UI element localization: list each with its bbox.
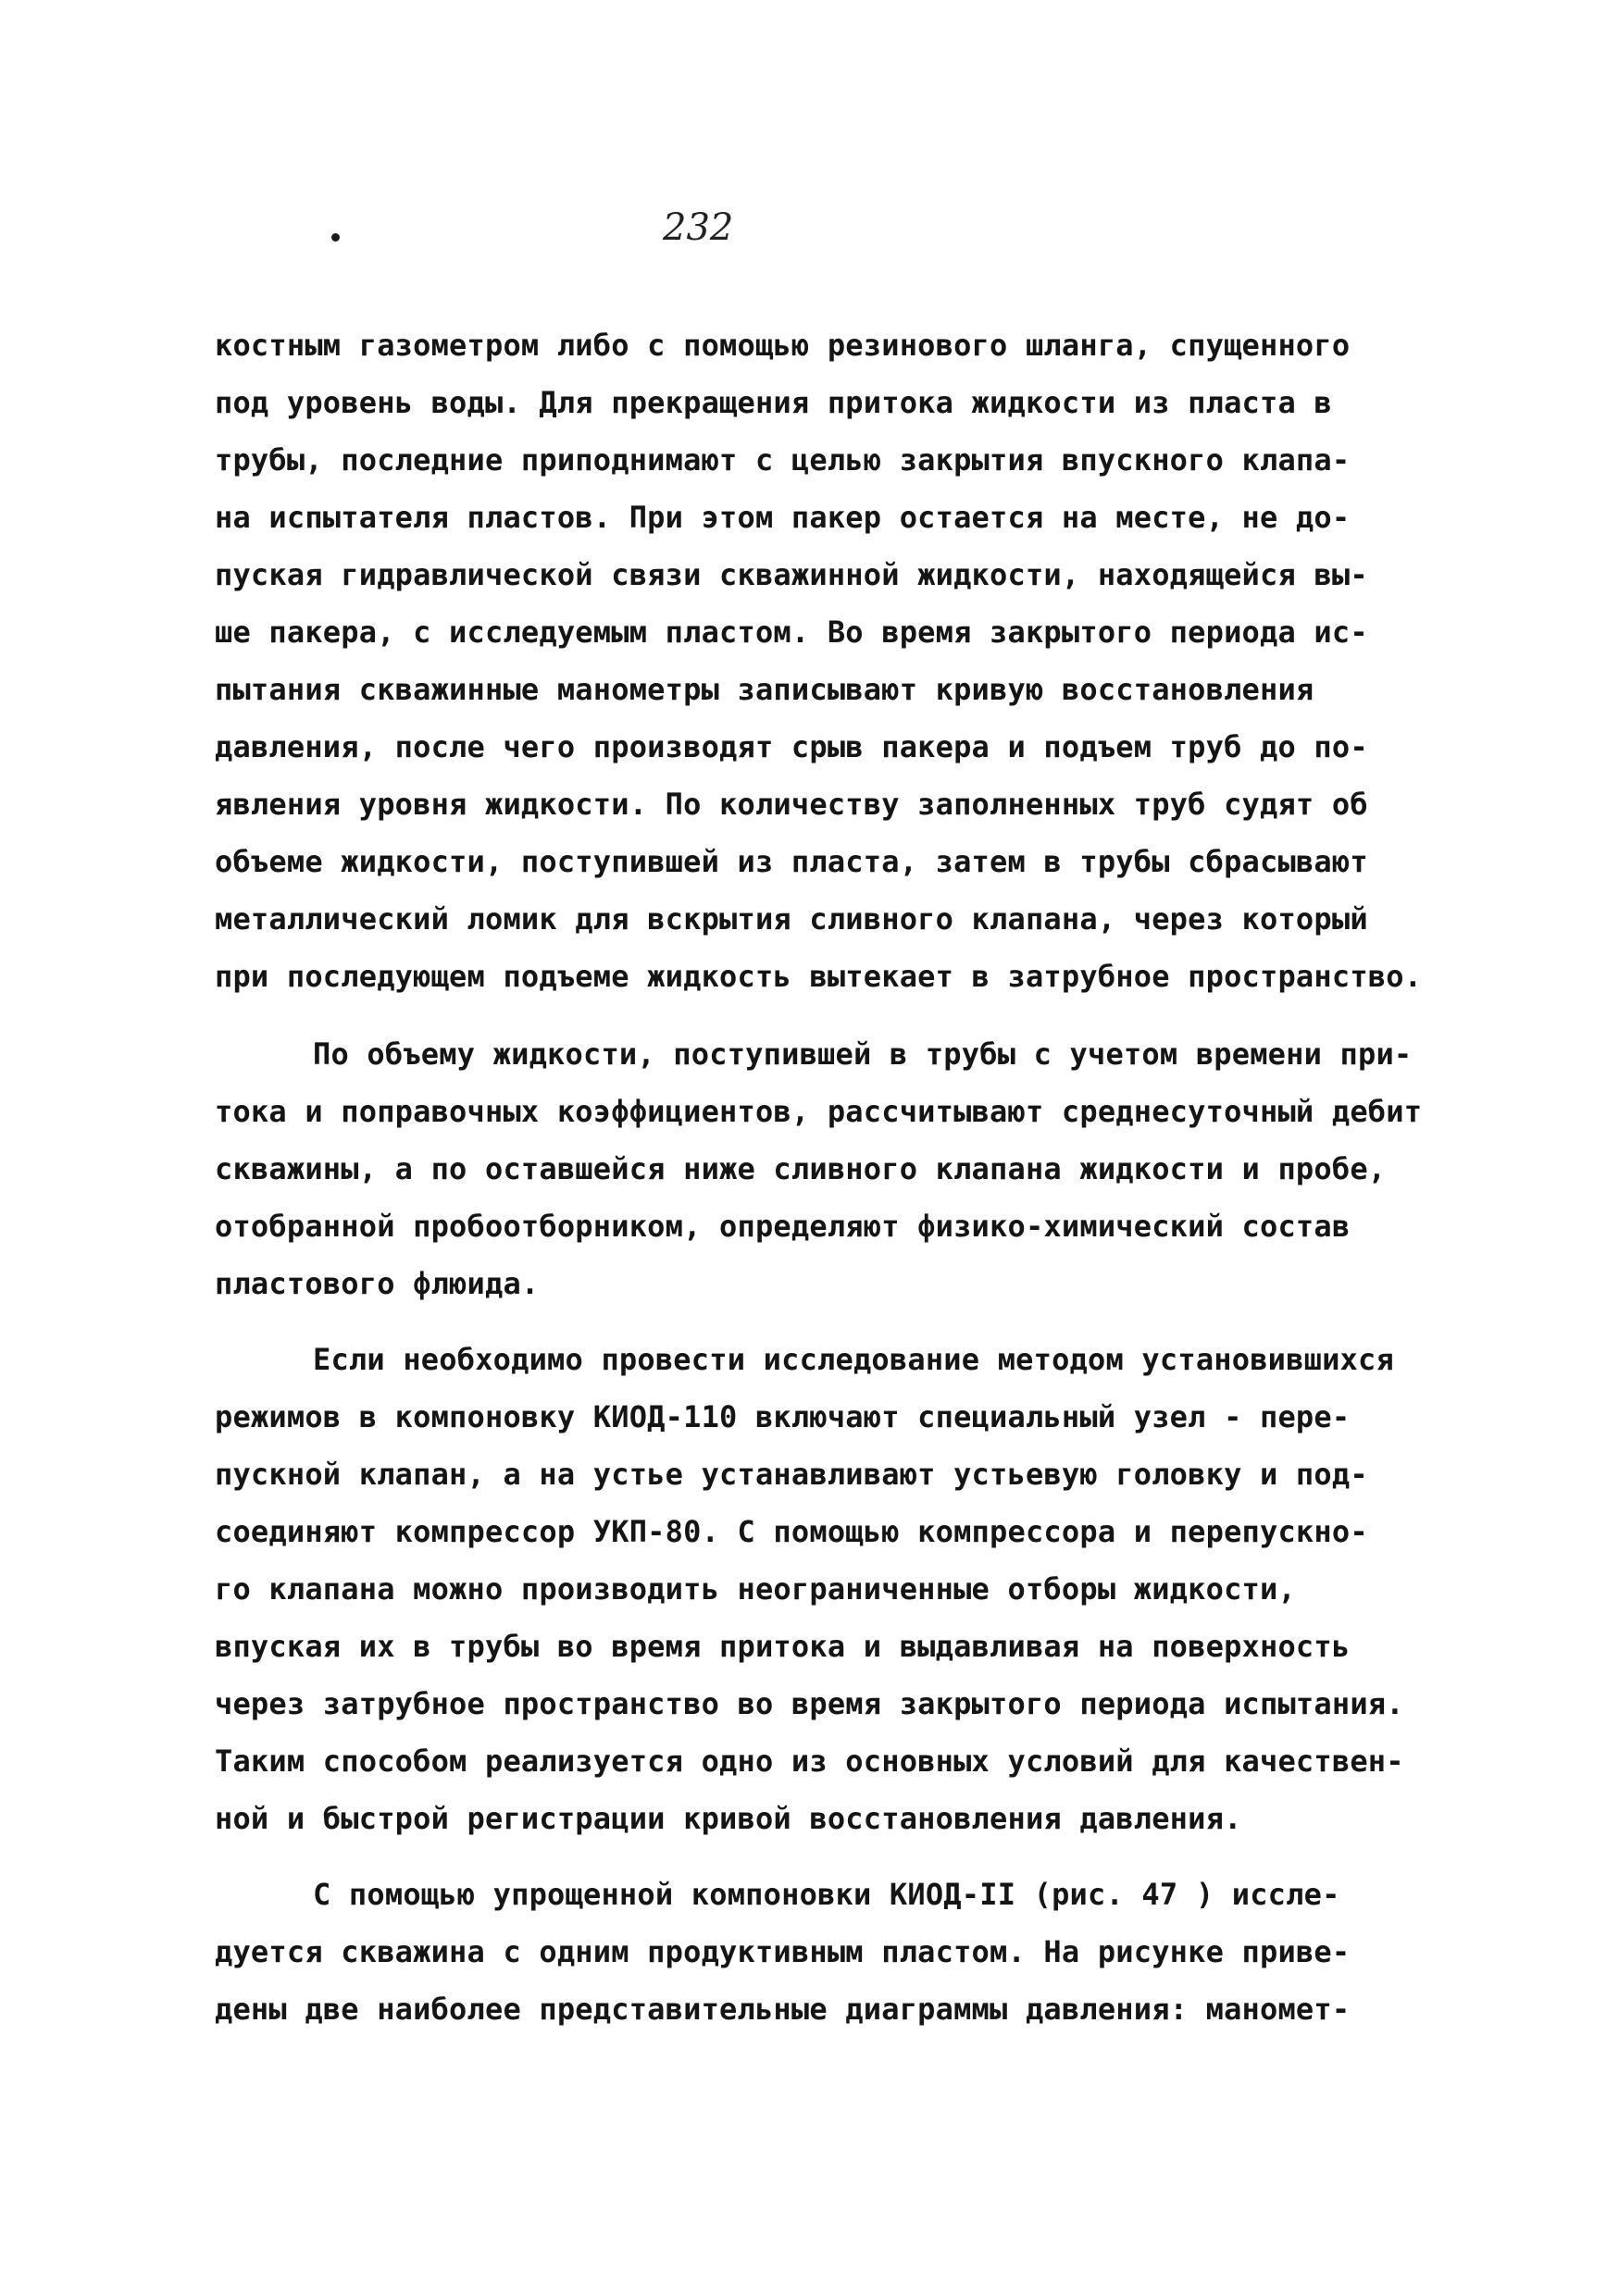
text-line: По объему жидкости, поступившей в трубы с учетом времени при-: [313, 1036, 1413, 1072]
text-line: при последующем подъеме жидкость вытекает в затрубное пространство.: [215, 959, 1423, 994]
text-line: давления, после чего производят срыв пакера и подъем труб до по-: [215, 729, 1368, 764]
text-line: дены две наиболее представительные диаграммы давления: маномет-: [215, 1992, 1351, 2027]
text-line: соединяют компрессор УКП-80. С помощью компрессора и перепускно-: [215, 1514, 1368, 1549]
text-line: ной и быстрой регистрации кривой восстановления давления.: [215, 1801, 1242, 1836]
page-number: 232: [663, 206, 734, 249]
text-line: пытания скважинные манометры записывают кривую восстановления: [215, 672, 1314, 707]
text-line: пластового флюида.: [215, 1266, 540, 1301]
text-line: Если необходимо провести исследование методом установившихся: [313, 1342, 1394, 1377]
text-line: трубы, последние приподнимают с целью закрытия впускного клапа-: [215, 442, 1351, 478]
text-line: объеме жидкости, поступившей из пласта, затем в трубы сбрасывают: [215, 844, 1368, 879]
text-line: режимов в компоновку КИОД-110 включают специальный узел - пере-: [215, 1399, 1351, 1434]
margin-dot: [331, 233, 340, 242]
text-line: металлический ломик для вскрытия сливного клапана, через который: [215, 901, 1368, 937]
text-line: пускной клапан, а на устье устанавливают устьевую головку и под-: [215, 1457, 1368, 1492]
text-line: С помощью упрощенной компоновки КИОД-II (рис. 47 ) исслe-: [313, 1877, 1340, 1912]
text-line: через затрубное пространство во время закрытого периода испытания.: [215, 1686, 1404, 1721]
text-line: пуская гидравлической связи скважинной жидкости, находящейся вы-: [215, 557, 1368, 592]
text-line: костным газометром либо с помощью резинового шланга, спущенного: [215, 328, 1351, 363]
text-line: впуская их в трубы во время притока и выдавливая на поверхность: [215, 1629, 1351, 1664]
text-line: скважины, а по оставшейся ниже сливного клапана жидкости и пробе,: [215, 1151, 1387, 1186]
text-line: го клапана можно производить неограниченные отборы жидкости,: [215, 1571, 1296, 1607]
text-line: под уровень воды. Для прекращения притока жидкости из пласта в: [215, 385, 1332, 420]
text-line: ше пакера, с исследуемым пластом. Во время закрытого периода ис-: [215, 614, 1368, 650]
text-line: отобранной пробоотборником, определяют физико-химический состав: [215, 1209, 1351, 1244]
text-line: дуется скважина с одним продуктивным пластом. На рисунке приве-: [215, 1934, 1351, 1969]
text-line: тока и поправочных коэффициентов, рассчитывают среднесуточный дебит: [215, 1094, 1423, 1129]
text-line: на испытателя пластов. При этом пакер остается на месте, не до-: [215, 500, 1351, 535]
text-line: Таким способом реализуется одно из основных условий для качествен-: [215, 1744, 1404, 1779]
text-line: явления уровня жидкости. По количеству заполненных труб судят об: [215, 787, 1368, 822]
